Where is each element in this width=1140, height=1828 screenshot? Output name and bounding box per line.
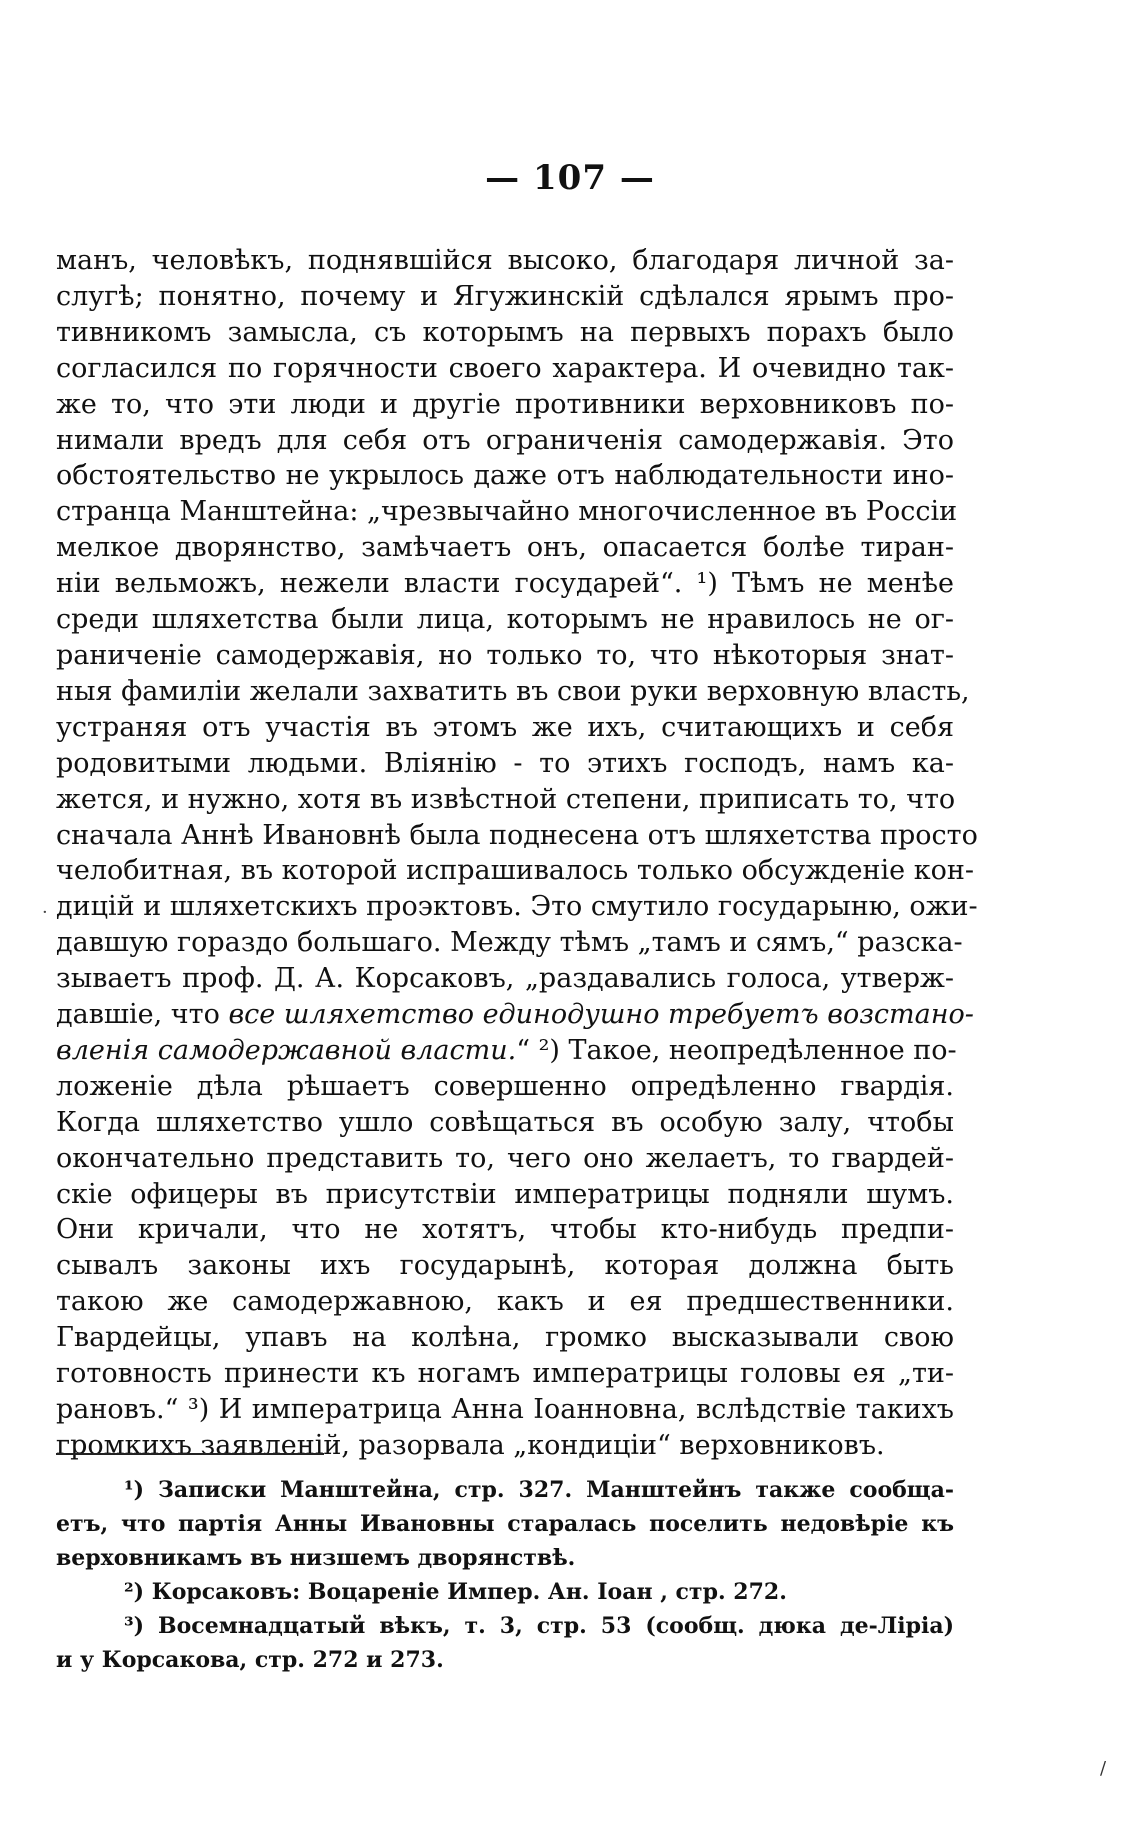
body-line: такою же самодержавною, какъ и ея предшественники. [56,1286,954,1318]
body-line: сывалъ законы ихъ государынѣ, которая должна быть [56,1250,954,1282]
body-line-suffix: “ ²) Такое, неопредѣленное по- [516,1034,957,1066]
footnote-line: ³) Восемнадцатый вѣкъ, т. 3, стр. 53 (сообщ. дюка де-Ліріа) [124,1613,954,1639]
body-line: готовность принести къ ногамъ императрицы головы ея „ти- [56,1358,954,1390]
footnote-1 [56,1473,954,1575]
body-line: устраняя отъ участія въ этомъ же ихъ, считающихъ и себя [56,711,954,743]
body-line: среди шляхетства были лица, которымъ не нравилось не ог- [56,604,954,636]
footnote-line: ¹) Записки Манштейна, стр. 327. Манштейнъ также сообща- [124,1477,954,1503]
body-line: слугѣ; понятно, почему и Ягужинскій сдѣлался ярымъ про- [56,280,954,312]
body-line: согласился по горячности своего характера. И очевидно так- [56,352,954,384]
footnotes [56,1473,954,1677]
italic-quote: вленія самодержавной власти. [56,1034,517,1066]
footnote-divider [56,1453,324,1455]
footnote-line: ²) Корсаковъ: Воцареніе Импер. Ан. Іоан , стр. 272. [124,1579,787,1605]
body-line: же то, что эти люди и другіе противники верховниковъ по- [56,388,954,420]
body-line: мелкое дворянство, замѣчаетъ онъ, опасается болѣе тиран- [56,532,954,564]
body-text [56,243,978,1464]
italic-quote: все шляхетство единодушно требуетъ возстано- [228,999,974,1031]
body-line: громкихъ заявленій, разорвала „кондиціи“ верховниковъ. [56,1429,885,1461]
body-line: сначала Аннѣ Ивановнѣ была поднесена отъ шляхетства просто [56,819,978,851]
footnote-line: етъ, что партія Анны Ивановны старалась поселить недовѣріе къ [56,1511,954,1537]
body-line: Когда шляхетство ушло совѣщаться въ особую залу, чтобы [56,1106,954,1138]
footnote-2 [56,1575,954,1609]
body-line: обстоятельство не укрылось даже отъ наблюдательности ино- [56,460,954,492]
body-line: манъ, человѣкъ, поднявшійся высоко, благодаря личной за- [56,245,954,276]
body-line: челобитная, въ которой испрашивалось только обсужденіе кон- [56,855,974,887]
footnote-line: и у Корсакова, стр. 272 и 273. [56,1647,444,1673]
body-line: Они кричали, что не хотятъ, чтобы кто-нибудь предпи- [56,1214,954,1246]
body-line: ніи вельможъ, нежели власти государей“. ¹) Тѣмъ не менѣе [56,568,954,600]
body-line: дицій и шляхетскихъ проэктовъ. Это смутило государыню, ожи- [56,891,978,923]
body-line: жется, и нужно, хотя въ извѣстной степени, приписать то, что [56,783,956,815]
footnote-3 [56,1609,954,1677]
body-line: ныя фамиліи желали захватить въ свои руки верховную власть, [56,675,970,707]
body-line: зываетъ проф. Д. А. Корсаковъ, „раздавались голоса, утверж- [56,963,954,995]
footnote-line: верховникамъ въ низшемъ дворянствѣ. [56,1545,576,1571]
margin-dot-mark: · [42,902,48,923]
page-number: — 107 — [485,158,655,198]
body-line: скіе офицеры въ присутствіи императрицы подняли шумъ. [56,1178,954,1210]
body-line: окончательно представить то, чего оно желаетъ, то гвардей- [56,1142,954,1174]
body-line: ложеніе дѣла рѣшаетъ совершенно опредѣленно гвардія. [56,1070,954,1102]
body-line: раниченіе самодержавія, но только то, что нѣкоторыя знат- [56,639,954,671]
body-line: нимали вредъ для себя отъ ограниченія самодержавія. Это [56,424,954,456]
body-line-prefix: давшіе, что [56,999,229,1031]
body-line: рановъ.“ ³) И императрица Анна Іоанновна, вслѣдствіе такихъ [56,1394,954,1425]
body-line-with-italic [56,997,974,1033]
body-line: тивникомъ замысла, съ которымъ на первыхъ порахъ было [56,316,954,348]
body-line: странца Манштейна: „чрезвычайно многочисленное въ Россіи [56,496,958,528]
body-line: Гвардейцы, упавъ на колѣна, громко высказывали свою [56,1322,954,1354]
body-line: родовитыми людьми. Вліянію - то этихъ господъ, намъ ка- [56,747,954,779]
body-line-with-italic [56,1033,957,1069]
corner-scan-mark: / [1100,1758,1107,1779]
body-line: давшую гораздо большаго. Между тѣмъ „тамъ и сямъ,“ разска- [56,927,963,959]
